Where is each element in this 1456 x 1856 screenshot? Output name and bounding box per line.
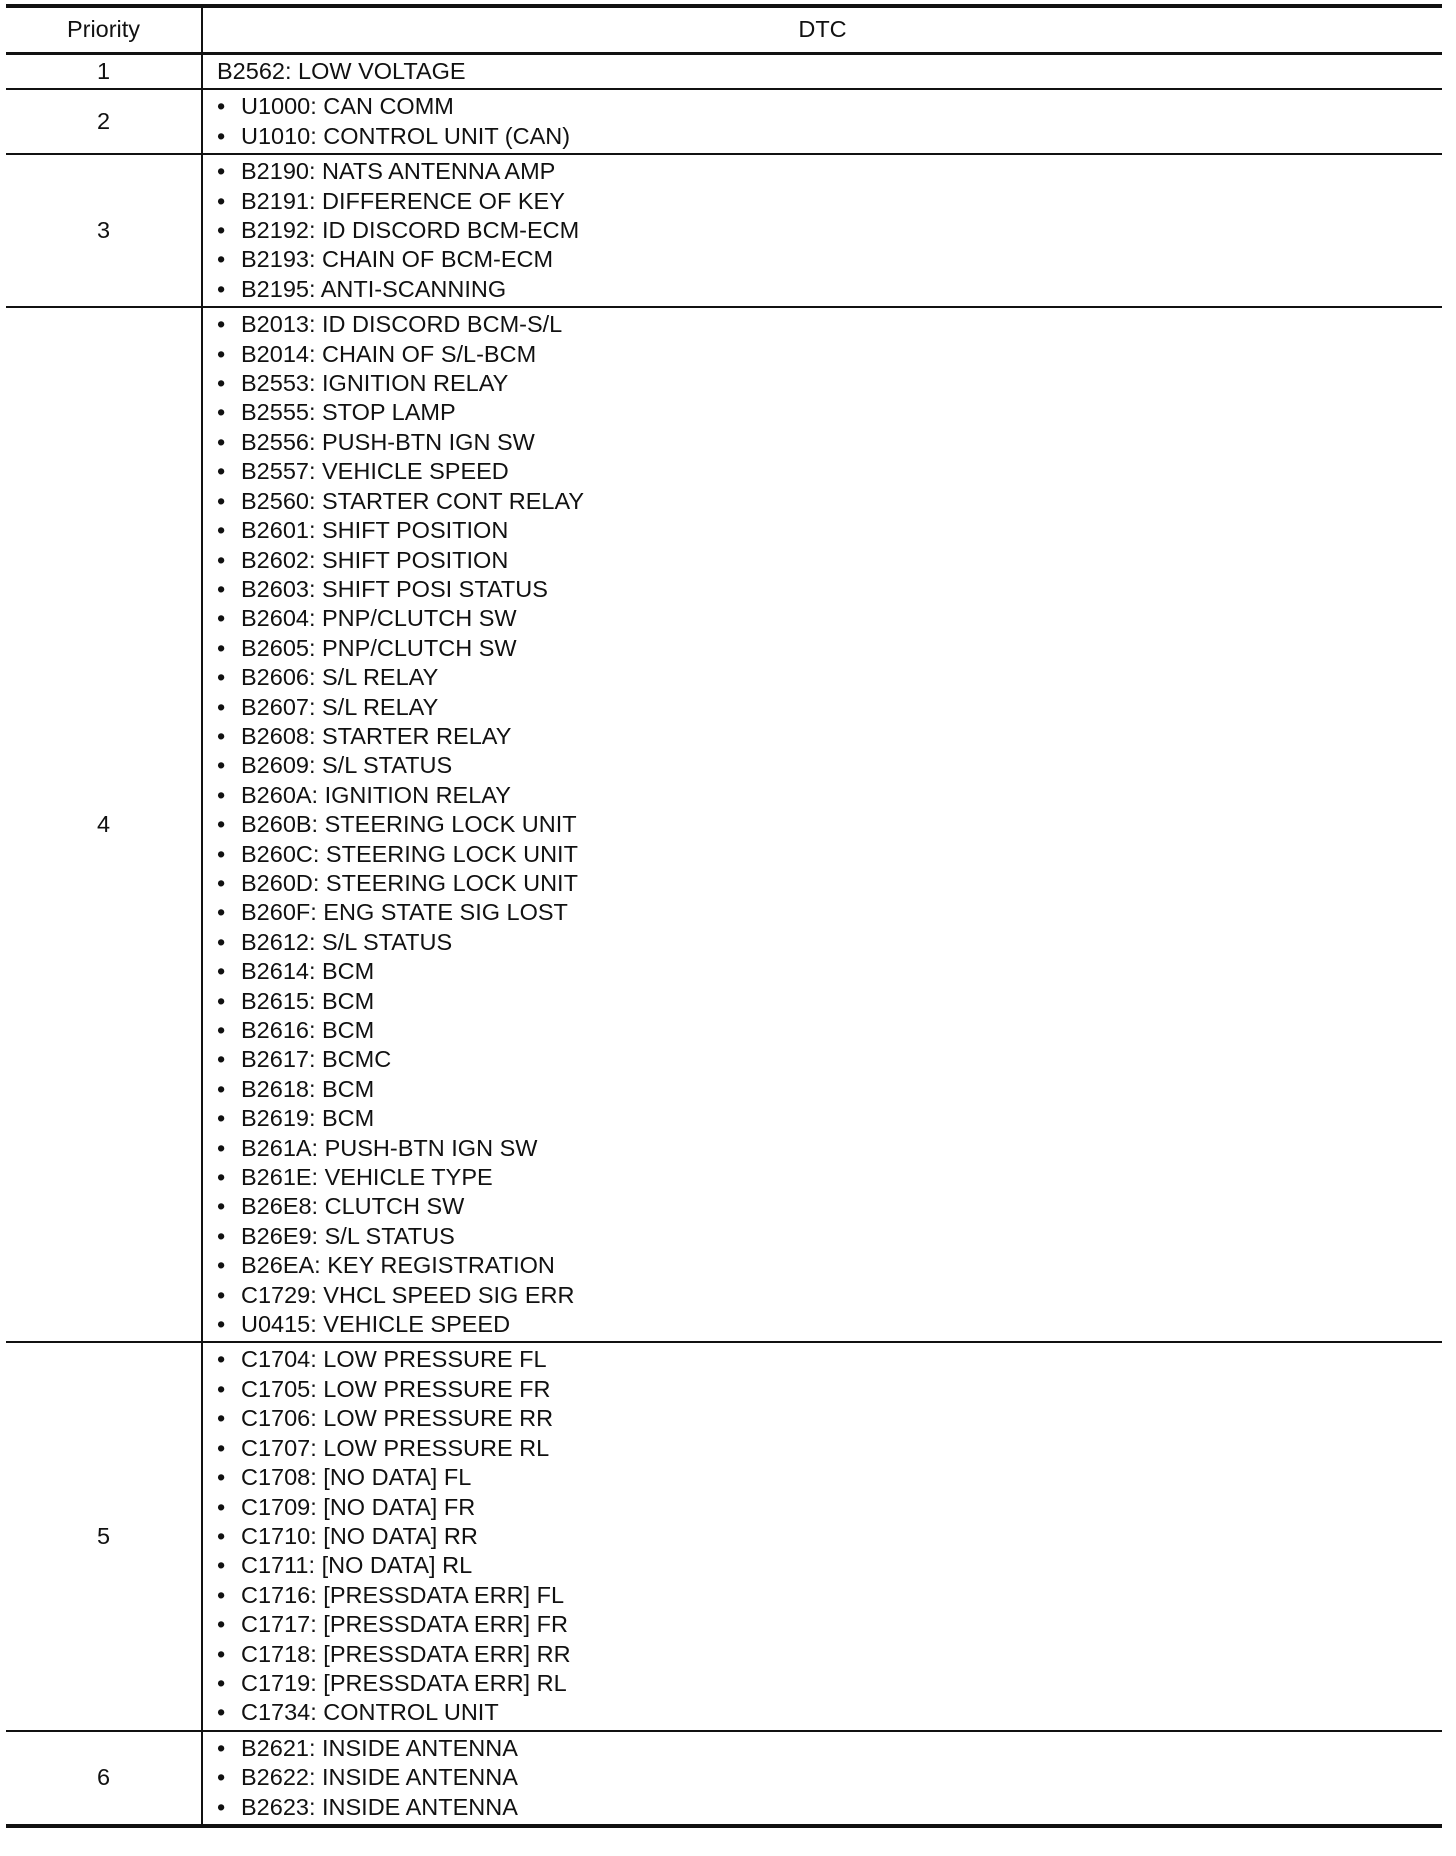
dtc-list-item xyxy=(217,634,1442,663)
dtc-code-text: U1010: CONTROL UNIT (CAN) xyxy=(241,122,571,149)
bullet-icon: • xyxy=(217,122,226,149)
bullet-icon: • xyxy=(217,399,226,426)
bullet-icon: • xyxy=(217,1252,226,1279)
table-body xyxy=(6,54,1442,1826)
dtc-code-text: C1734: CONTROL UNIT xyxy=(241,1699,499,1726)
dtc-list-item xyxy=(217,1763,1442,1792)
dtc-code-text: C1704: LOW PRESSURE FL xyxy=(241,1346,547,1373)
dtc-list-item xyxy=(217,751,1442,780)
dtc-code-text: B2619: BCM xyxy=(241,1105,375,1132)
bullet-icon: • xyxy=(217,693,226,720)
dtc-cell xyxy=(202,89,1442,154)
bullet-icon: • xyxy=(217,664,226,691)
bullet-icon: • xyxy=(217,1164,226,1191)
dtc-code-text: B2617: BCMC xyxy=(241,1046,392,1073)
dtc-code-text: B26E9: S/L STATUS xyxy=(241,1222,455,1249)
bullet-icon: • xyxy=(217,605,226,632)
dtc-list-item xyxy=(217,957,1442,986)
dtc-code-text: B2192: ID DISCORD BCM-ECM xyxy=(241,217,580,244)
dtc-code-text: C1711: [NO DATA] RL xyxy=(241,1552,473,1579)
dtc-list-item xyxy=(217,663,1442,692)
priority-cell: 2 xyxy=(6,89,202,154)
bullet-icon: • xyxy=(217,1046,226,1073)
bullet-icon: • xyxy=(217,869,226,896)
dtc-code-text: B260F: ENG STATE SIG LOST xyxy=(241,899,568,926)
dtc-code-text: B2614: BCM xyxy=(241,958,375,985)
dtc-code-text: C1719: [PRESSDATA ERR] RL xyxy=(241,1669,567,1696)
table-row xyxy=(6,89,1442,154)
dtc-code-text: C1717: [PRESSDATA ERR] FR xyxy=(241,1611,568,1638)
dtc-list-item xyxy=(217,1163,1442,1192)
bullet-icon: • xyxy=(217,958,226,985)
dtc-list-item xyxy=(217,869,1442,898)
dtc-code-text: B2555: STOP LAMP xyxy=(241,399,456,426)
dtc-cell xyxy=(202,54,1442,90)
dtc-code-text: B2606: S/L RELAY xyxy=(241,664,439,691)
dtc-code-text: B2622: INSIDE ANTENNA xyxy=(241,1764,518,1791)
dtc-code-text: B2193: CHAIN OF BCM-ECM xyxy=(241,246,554,273)
dtc-code-text: C1709: [NO DATA] FR xyxy=(241,1493,476,1520)
dtc-list-item xyxy=(217,1075,1442,1104)
dtc-list-item xyxy=(217,187,1442,216)
dtc-code-text: U1000: CAN COMM xyxy=(241,93,454,120)
bullet-icon: • xyxy=(217,546,226,573)
dtc-list-item xyxy=(217,693,1442,722)
bullet-icon: • xyxy=(217,217,226,244)
bullet-icon: • xyxy=(217,1699,226,1726)
dtc-list-item xyxy=(217,1375,1442,1404)
bullet-icon: • xyxy=(217,1464,226,1491)
dtc-list-item xyxy=(217,928,1442,957)
bullet-icon: • xyxy=(217,246,226,273)
dtc-list-item xyxy=(217,122,1442,151)
dtc-code-text: B2615: BCM xyxy=(241,987,375,1014)
dtc-list-item xyxy=(217,722,1442,751)
dtc-code-text: B261A: PUSH-BTN IGN SW xyxy=(241,1134,538,1161)
bullet-icon: • xyxy=(217,1493,226,1520)
dtc-code-text: B2609: S/L STATUS xyxy=(241,752,453,779)
dtc-list-item xyxy=(217,1493,1442,1522)
bullet-icon: • xyxy=(217,928,226,955)
dtc-code-text: B2562: LOW VOLTAGE xyxy=(217,58,466,84)
dtc-priority-table xyxy=(6,4,1442,1828)
dtc-cell xyxy=(202,1731,1442,1826)
dtc-list-item xyxy=(217,810,1442,839)
bullet-icon: • xyxy=(217,1764,226,1791)
table-row xyxy=(6,307,1442,1342)
bullet-icon: • xyxy=(217,340,226,367)
bullet-icon: • xyxy=(217,899,226,926)
priority-cell: 4 xyxy=(6,307,202,1342)
dtc-code-text: B261E: VEHICLE TYPE xyxy=(241,1164,493,1191)
bullet-icon: • xyxy=(217,1405,226,1432)
bullet-icon: • xyxy=(217,93,226,120)
dtc-list-item xyxy=(217,487,1442,516)
dtc-list-item xyxy=(217,575,1442,604)
bullet-icon: • xyxy=(217,1375,226,1402)
dtc-list-item xyxy=(217,1669,1442,1698)
bullet-icon: • xyxy=(217,752,226,779)
bullet-icon: • xyxy=(217,722,226,749)
bullet-icon: • xyxy=(217,428,226,455)
dtc-code-text: B2014: CHAIN OF S/L-BCM xyxy=(241,340,537,367)
priority-cell: 6 xyxy=(6,1731,202,1826)
dtc-column-header: DTC xyxy=(202,6,1442,54)
bullet-icon: • xyxy=(217,1105,226,1132)
dtc-list-item xyxy=(217,457,1442,486)
bullet-icon: • xyxy=(217,1311,226,1338)
dtc-list-item xyxy=(217,1404,1442,1433)
dtc-code-text: B2191: DIFFERENCE OF KEY xyxy=(241,187,565,214)
dtc-code-text: B2623: INSIDE ANTENNA xyxy=(241,1793,518,1820)
dtc-code-text: B2556: PUSH-BTN IGN SW xyxy=(241,428,535,455)
dtc-list-item xyxy=(217,516,1442,545)
dtc-list-item xyxy=(217,216,1442,245)
dtc-list-item xyxy=(217,1345,1442,1374)
table-row xyxy=(6,1342,1442,1730)
bullet-icon: • xyxy=(217,811,226,838)
dtc-code-text: B2605: PNP/CLUTCH SW xyxy=(241,634,517,661)
dtc-code-text: B2190: NATS ANTENNA AMP xyxy=(241,158,556,185)
dtc-list-item xyxy=(217,987,1442,1016)
bullet-icon: • xyxy=(217,1793,226,1820)
dtc-code-text: B260D: STEERING LOCK UNIT xyxy=(241,869,578,896)
dtc-code-text: C1705: LOW PRESSURE FR xyxy=(241,1375,551,1402)
dtc-code-text: B2608: STARTER RELAY xyxy=(241,722,512,749)
dtc-list-item xyxy=(217,1104,1442,1133)
bullet-icon: • xyxy=(217,1281,226,1308)
dtc-list-item xyxy=(217,1581,1442,1610)
priority-cell: 1 xyxy=(6,54,202,90)
dtc-code-text: C1707: LOW PRESSURE RL xyxy=(241,1434,550,1461)
dtc-code-text: B2621: INSIDE ANTENNA xyxy=(241,1734,518,1761)
dtc-list-item xyxy=(217,1310,1442,1339)
bullet-icon: • xyxy=(217,1611,226,1638)
dtc-code-text: C1716: [PRESSDATA ERR] FL xyxy=(241,1581,565,1608)
priority-cell: 5 xyxy=(6,1342,202,1730)
bullet-icon: • xyxy=(217,517,226,544)
dtc-list-item xyxy=(217,1610,1442,1639)
bullet-icon: • xyxy=(217,575,226,602)
bullet-icon: • xyxy=(217,1434,226,1461)
bullet-icon: • xyxy=(217,1134,226,1161)
dtc-list-item xyxy=(217,340,1442,369)
dtc-list-item xyxy=(217,840,1442,869)
table-row xyxy=(6,1731,1442,1826)
bullet-icon: • xyxy=(217,1346,226,1373)
dtc-list-item xyxy=(217,310,1442,339)
dtc-list-item xyxy=(217,1640,1442,1669)
dtc-list-item xyxy=(217,275,1442,304)
dtc-code-text: C1708: [NO DATA] FL xyxy=(241,1464,472,1491)
bullet-icon: • xyxy=(217,458,226,485)
dtc-cell xyxy=(202,307,1442,1342)
bullet-icon: • xyxy=(217,275,226,302)
bullet-icon: • xyxy=(217,1193,226,1220)
dtc-list-item xyxy=(217,1698,1442,1727)
dtc-code-text: C1706: LOW PRESSURE RR xyxy=(241,1405,554,1432)
dtc-code-text: C1729: VHCL SPEED SIG ERR xyxy=(241,1281,575,1308)
dtc-list-item xyxy=(217,1281,1442,1310)
dtc-code-text: B2607: S/L RELAY xyxy=(241,693,439,720)
dtc-list-item xyxy=(217,1222,1442,1251)
dtc-list-item xyxy=(217,1734,1442,1763)
dtc-list-item xyxy=(217,1551,1442,1580)
bullet-icon: • xyxy=(217,1640,226,1667)
bullet-icon: • xyxy=(217,634,226,661)
dtc-list-item xyxy=(217,1016,1442,1045)
dtc-code-text: B2601: SHIFT POSITION xyxy=(241,517,509,544)
dtc-code-text: B260C: STEERING LOCK UNIT xyxy=(241,840,578,867)
dtc-list-item xyxy=(217,157,1442,186)
dtc-code-text: B26E8: CLUTCH SW xyxy=(241,1193,465,1220)
dtc-code-text: C1718: [PRESSDATA ERR] RR xyxy=(241,1640,571,1667)
dtc-list-item xyxy=(217,1134,1442,1163)
dtc-list-item xyxy=(217,898,1442,927)
dtc-code-text: U0415: VEHICLE SPEED xyxy=(241,1311,511,1338)
dtc-list-item xyxy=(217,781,1442,810)
bullet-icon: • xyxy=(217,987,226,1014)
dtc-code-text: B2604: PNP/CLUTCH SW xyxy=(241,605,517,632)
priority-column-header: Priority xyxy=(6,6,202,54)
bullet-icon: • xyxy=(217,781,226,808)
table-row xyxy=(6,54,1442,90)
dtc-code-text: B2602: SHIFT POSITION xyxy=(241,546,509,573)
dtc-code-text: B2618: BCM xyxy=(241,1075,375,1102)
dtc-code-text: B2612: S/L STATUS xyxy=(241,928,453,955)
dtc-list-item xyxy=(217,546,1442,575)
bullet-icon: • xyxy=(217,1669,226,1696)
dtc-list-item xyxy=(217,1192,1442,1221)
dtc-list-item xyxy=(217,604,1442,633)
dtc-code-text: B2603: SHIFT POSI STATUS xyxy=(241,575,548,602)
dtc-list-item xyxy=(217,398,1442,427)
dtc-list-item xyxy=(217,92,1442,121)
dtc-code-text: B260A: IGNITION RELAY xyxy=(241,781,511,808)
dtc-list-item xyxy=(217,428,1442,457)
dtc-code-text: B2616: BCM xyxy=(241,1017,375,1043)
dtc-cell xyxy=(202,154,1442,307)
dtc-code-text: B2557: VEHICLE SPEED xyxy=(241,458,509,485)
bullet-icon: • xyxy=(217,1581,226,1608)
dtc-list-item xyxy=(217,1463,1442,1492)
dtc-code-text: B2013: ID DISCORD BCM-S/L xyxy=(241,311,563,338)
dtc-list-item xyxy=(217,1522,1442,1551)
dtc-list-item xyxy=(217,1793,1442,1822)
dtc-list-item xyxy=(217,1434,1442,1463)
bullet-icon: • xyxy=(217,1222,226,1249)
dtc-list-item xyxy=(217,245,1442,274)
bullet-icon: • xyxy=(217,311,226,338)
header-row xyxy=(6,6,1442,54)
bullet-icon: • xyxy=(217,370,226,397)
bullet-icon: • xyxy=(217,1552,226,1579)
bullet-icon: • xyxy=(217,1734,226,1761)
dtc-list-item xyxy=(217,1045,1442,1074)
table-header xyxy=(6,6,1442,54)
bullet-icon: • xyxy=(217,187,226,214)
priority-cell: 3 xyxy=(6,154,202,307)
table-row xyxy=(6,154,1442,307)
dtc-code-text: B2560: STARTER CONT RELAY xyxy=(241,487,585,514)
dtc-list-item xyxy=(217,57,1442,86)
bullet-icon: • xyxy=(217,1075,226,1102)
bullet-icon: • xyxy=(217,1522,226,1549)
dtc-code-text: B260B: STEERING LOCK UNIT xyxy=(241,811,577,838)
bullet-icon: • xyxy=(217,1017,226,1043)
dtc-list-item xyxy=(217,369,1442,398)
dtc-code-text: C1710: [NO DATA] RR xyxy=(241,1522,478,1549)
dtc-code-text: B26EA: KEY REGISTRATION xyxy=(241,1252,555,1279)
dtc-code-text: B2553: IGNITION RELAY xyxy=(241,370,509,397)
dtc-cell xyxy=(202,1342,1442,1730)
dtc-code-text: B2195: ANTI-SCANNING xyxy=(241,275,507,302)
bullet-icon: • xyxy=(217,158,226,185)
bullet-icon: • xyxy=(217,840,226,867)
bullet-icon: • xyxy=(217,487,226,514)
dtc-list-item xyxy=(217,1251,1442,1280)
